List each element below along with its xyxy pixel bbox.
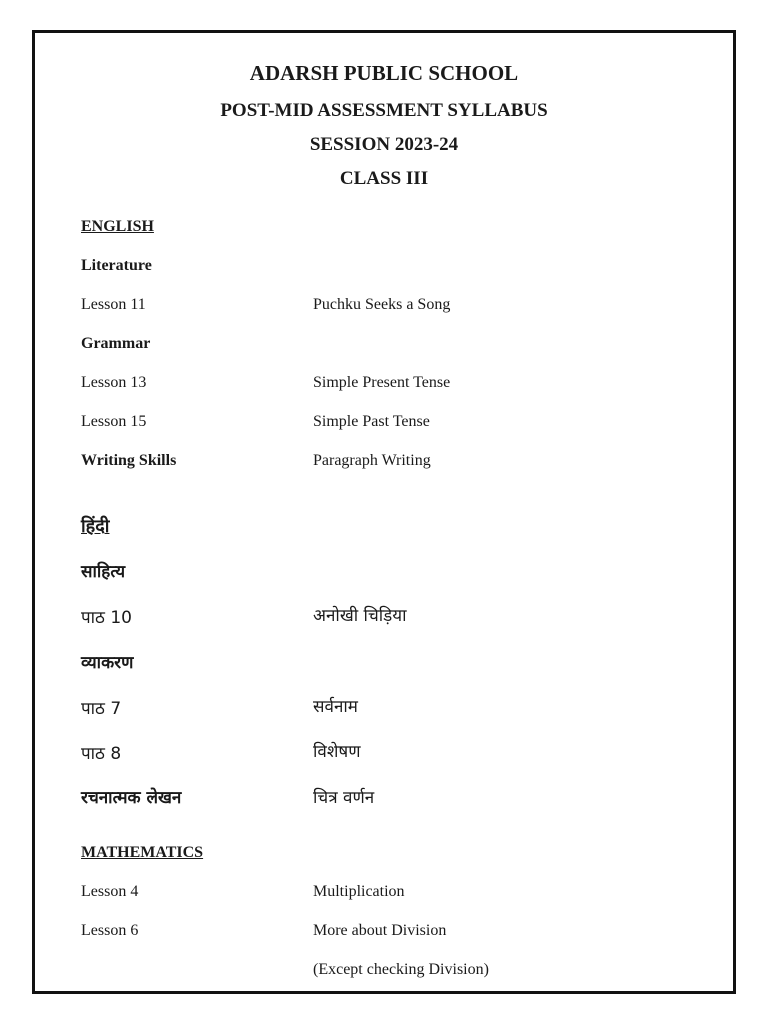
english-literature-label: Literature: [81, 257, 152, 274]
hindi-lit-lesson: पाठ 10: [81, 608, 132, 628]
english-gr2-topic: Simple Past Tense: [313, 413, 430, 430]
class-label: CLASS III: [339, 168, 429, 189]
math-l1-lesson: Lesson 4: [81, 883, 139, 900]
hindi-sahitya-label: साहित्य: [81, 562, 126, 582]
hindi-heading: हिंदी: [81, 516, 110, 537]
hindi-writing-label: रचनात्मक लेखन: [81, 788, 182, 808]
hindi-gr1-lesson: पाठ 7: [81, 699, 122, 719]
math-l2-topic: More about Division: [313, 922, 447, 939]
english-lit-topic: Puchku Seeks a Song: [313, 296, 451, 313]
english-gr1-topic: Simple Present Tense: [313, 374, 451, 391]
math-l2-note: (Except checking Division): [313, 961, 489, 978]
math-l2-lesson: Lesson 6: [81, 922, 139, 939]
school-name: ADARSH PUBLIC SCHOOL: [249, 61, 519, 85]
document-title: POST-MID ASSESSMENT SYLLABUS: [220, 100, 548, 121]
session-label: SESSION 2023-24: [309, 134, 459, 155]
hindi-writing-topic: चित्र वर्णन: [313, 788, 375, 808]
math-heading: MATHEMATICS: [81, 844, 204, 861]
math-l1-topic: Multiplication: [313, 883, 405, 900]
english-grammar-label: Grammar: [81, 335, 151, 352]
hindi-gr1-topic: सर्वनाम: [313, 697, 358, 717]
hindi-gr2-topic: विशेषण: [313, 742, 361, 762]
english-heading: ENGLISH: [81, 218, 154, 235]
english-writing-label: Writing Skills: [81, 452, 177, 469]
hindi-vyakaran-label: व्याकरण: [81, 653, 134, 673]
english-writing-topic: Paragraph Writing: [313, 452, 431, 469]
english-lit-lesson: Lesson 11: [81, 296, 146, 313]
hindi-gr2-lesson: पाठ 8: [81, 744, 122, 764]
hindi-lit-topic: अनोखी चिड़िया: [313, 606, 407, 626]
english-gr1-lesson: Lesson 13: [81, 374, 147, 391]
english-gr2-lesson: Lesson 15: [81, 413, 147, 430]
